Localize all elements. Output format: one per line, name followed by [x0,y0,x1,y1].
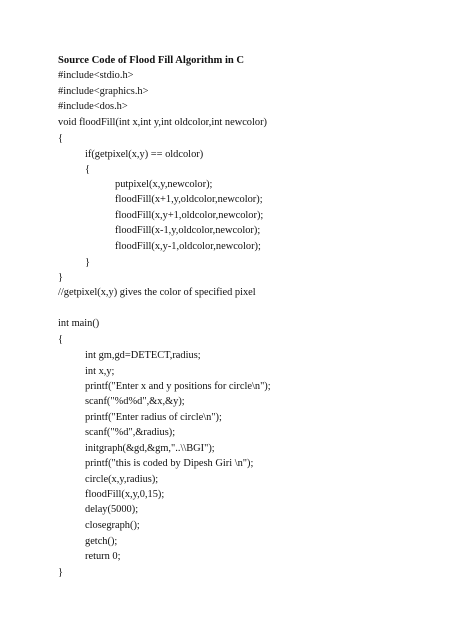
code-line-if-close-brace: } [85,257,90,268]
code-comment-getpixel: //getpixel(x,y) gives the color of specified pixel [58,287,256,298]
code-line-putpixel: putpixel(x,y,newcolor); [115,179,213,190]
code-line-floodfill-call: floodFill(x,y,0,15); [85,489,165,500]
code-line-if-open-brace: { [85,164,90,175]
code-line-main-open-brace: { [58,334,63,345]
code-line-include-graphics: #include<graphics.h> [58,86,149,97]
code-line-return: return 0; [85,551,121,562]
code-line-getch: getch(); [85,536,118,547]
code-line-initgraph: initgraph(&gd,&gm,"..\\BGI"); [85,443,215,454]
code-line-printf-radius: printf("Enter radius of circle\n"); [85,412,222,423]
code-line-declare-gm: int gm,gd=DETECT,radius; [85,350,201,361]
code-line-open-brace: { [58,133,63,144]
code-line-floodfill-up: floodFill(x,y-1,oldcolor,newcolor); [115,241,261,252]
code-line-scanf-radius: scanf("%d",&radius); [85,427,176,438]
code-line-include-stdio: #include<stdio.h> [58,70,134,81]
code-line-floodfill-signature: void floodFill(int x,int y,int oldcolor,int newcolor) [58,117,268,128]
code-line-floodfill-down: floodFill(x,y+1,oldcolor,newcolor); [115,210,264,221]
code-line-floodfill-right: floodFill(x+1,y,oldcolor,newcolor); [115,194,263,205]
code-line-main: int main() [58,318,100,329]
code-line-circle: circle(x,y,radius); [85,474,159,485]
code-line-printf-positions: printf("Enter x and y positions for circle\n"); [85,381,271,392]
code-line-declare-xy: int x,y; [85,366,115,377]
code-line-printf-author: printf("this is coded by Dipesh Giri \n"); [85,458,254,469]
code-line-include-dos: #include<dos.h> [58,101,128,112]
code-line-closegraph: closegraph(); [85,520,140,531]
document-title: Source Code of Flood Fill Algorithm in C [58,55,245,66]
code-line-delay: delay(5000); [85,504,139,515]
code-line-if-getpixel: if(getpixel(x,y) == oldcolor) [85,149,204,160]
code-line-floodfill-left: floodFill(x-1,y,oldcolor,newcolor); [115,225,261,236]
code-line-close-brace: } [58,272,63,283]
code-line-main-close-brace: } [58,567,63,578]
code-line-scanf-xy: scanf("%d%d",&x,&y); [85,396,185,407]
